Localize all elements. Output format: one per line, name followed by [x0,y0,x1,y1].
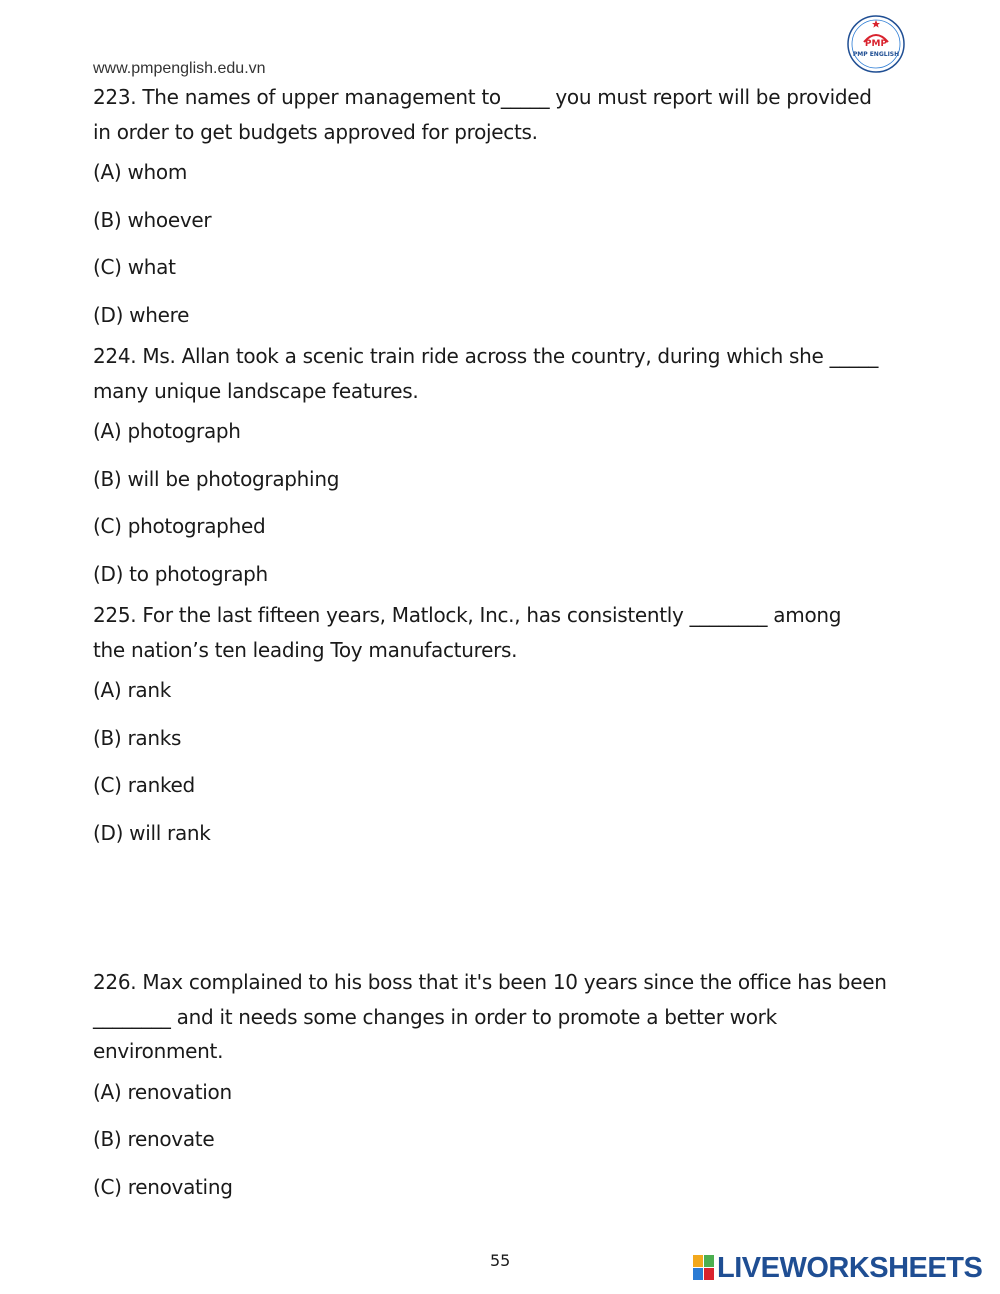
liveworksheets-logo-icon [693,1255,715,1281]
pmp-english-logo [846,14,906,74]
worksheet-content [93,80,913,1211]
question-224 [93,339,913,598]
answer-option[interactable]: (D) where [93,302,190,327]
question-text: ________ and it needs some changes in order to promote a better work [93,1004,777,1029]
question-text: many unique landscape features. [93,378,419,403]
site-url: www.pmpenglish.edu.vn [93,60,266,77]
answer-option[interactable]: (A) renovation [93,1079,232,1104]
liveworksheets-brand [693,1253,982,1283]
question-text: 223. The names of upper management to_____ you must report will be provided [93,85,872,109]
answer-option[interactable]: (C) what [93,255,176,279]
answer-option[interactable]: (B) whoever [93,207,212,232]
answer-option[interactable]: (C) photographed [93,514,266,538]
answer-option[interactable]: (A) whom [93,160,187,184]
answer-option[interactable]: (A) photograph [93,419,241,443]
answer-option[interactable]: (C) ranked [93,773,195,797]
answer-option[interactable]: (D) will rank [93,820,211,845]
answer-option[interactable]: (B) ranks [93,725,182,750]
answer-option[interactable]: (B) renovate [93,1127,215,1151]
question-225 [93,598,913,857]
question-text: 225. For the last fifteen years, Matlock, Inc., has consistently ________ among [93,603,842,627]
answer-option[interactable]: (C) renovating [93,1174,233,1199]
question-223 [93,80,913,339]
svg-text:PMP ENGLISH: PMP ENGLISH [852,51,900,58]
question-226 [93,965,913,1211]
answer-option[interactable]: (B) will be photographing [93,466,340,491]
question-text: in order to get budgets approved for projects. [93,119,538,144]
liveworksheets-wordmark: LIVEWORKSHEETS [717,1252,983,1284]
question-text: 224. Ms. Allan took a scenic train ride across the country, during which she _____ [93,344,879,368]
answer-option[interactable]: (D) to photograph [93,561,268,586]
svg-text:PMP: PMP [864,39,888,49]
page-number: 55 [490,1251,511,1270]
answer-option[interactable]: (A) rank [93,678,171,702]
question-text: environment. [93,1039,224,1063]
spacer [93,857,913,965]
question-text: 226. Max complained to his boss that it's been 10 years since the office has been [93,970,887,994]
question-text: the nation’s ten leading Toy manufacturers. [93,637,518,662]
